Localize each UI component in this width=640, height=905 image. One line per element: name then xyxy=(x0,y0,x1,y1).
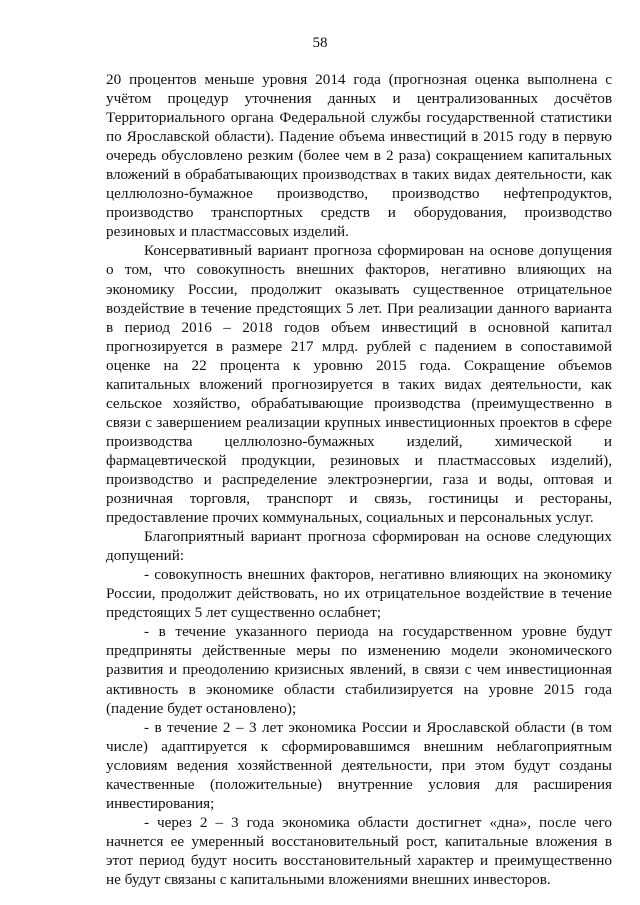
document-body xyxy=(106,70,612,889)
paragraph-conservative-scenario: Консервативный вариант прогноза сформирован на основе допущения о том, что совокупность внешних факторов, негативно влияющих на экономику России, продолжит оказывать существенное отрицательное воздействие в течение предстоящих 5 лет. При реализации данного варианта в период 2016 – 2018 годов объем инвестиций в основной капитал прогнозируется в размере 217 млрд. рублей с падением в сопоставимой оценке на 22 процента к уровню 2015 года. Сокращение объемов капитальных вложений прогнозируется в таких видах деятельности, как сельское хозяйство, обрабатывающие производства (преимущественно в связи с завершением реализации крупных инвестиционных проектов в сфере производства целлюлозно-бумажных изделий, химической и фармацевтической продукции, резиновых и пластмассовых изделий), производство и распределение электроэнергии, газа и воды, оптовая и розничная торговля, транспорт и связь, гостиницы и рестораны, предоставление прочих коммунальных, социальных и персональных услуг. xyxy=(106,242,612,527)
page-number: 58 xyxy=(312,35,328,51)
list-item-assumption-state-measures: - в течение указанного периода на государственном уровне будут предприняты действенные меры по изменению модели экономического развития и преодолению кризисных явлений, в связи с чем инвестиционная активность в экономике области стабилизируется на уровне 2015 года (падение будет остановлено); xyxy=(106,623,612,717)
list-item-assumption-adaptation: - в течение 2 – 3 лет экономика России и Ярославской области (в том числе) адаптируется к сформировавшимся внешним неблагоприятным условиям ведения хозяйственной деятельности, при этом будут созданы качественные (положительные) внутренние условия для расширения инвестирования; xyxy=(106,718,612,812)
paragraph-favorable-scenario-intro: Благоприятный вариант прогноза сформирован на основе следующих допущений: xyxy=(106,528,612,565)
paragraph-investment-decline: 20 процентов меньше уровня 2014 года (прогнозная оценка выполнена с учётом процедур уточнения данных и централизованных досчётов Территориального органа Федеральной службы государственной статистики по Ярославской области). Падение объема инвестиций в 2015 году в первую очередь обусловлено резким (более чем в 2 раза) сокращением капитальных вложений в обрабатывающих производствах в таких видах деятельности, как целлюлозно-бумажное производство, производство нефтепродуктов, производство транспортных средств и оборудования, производство резиновых и пластмассовых изделий. xyxy=(106,71,612,241)
list-item-assumption-recovery: - через 2 – 3 года экономика области достигнет «дна», после чего начнется ее умеренный восстановительный рост, капитальные вложения в этот период будут носить восстановительный характер и преимущественно не будут связаны с капитальными вложениями внешних инвесторов. xyxy=(106,813,612,888)
list-item-assumption-external-factors: - совокупность внешних факторов, негативно влияющих на экономику России, продолжит действовать, но их отрицательное воздействие в течение предстоящих 5 лет существенно ослабнет; xyxy=(106,566,612,622)
